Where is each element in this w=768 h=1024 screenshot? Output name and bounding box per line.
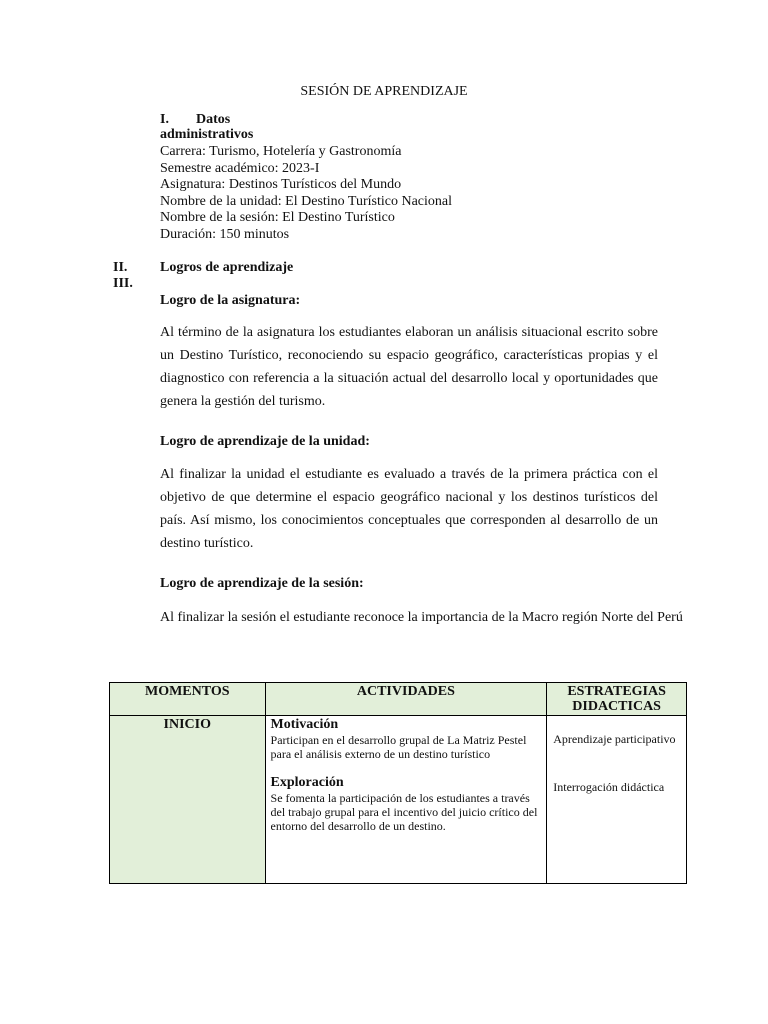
- section-1-heading-line1: Datos: [196, 112, 231, 127]
- header-actividades: ACTIVIDADES: [265, 683, 547, 716]
- table-row: [110, 716, 687, 884]
- strategy-participativo: Aprendizaje participativo: [553, 732, 676, 746]
- estrategias-cell: [547, 716, 687, 884]
- logro-asignatura-paragraph: [160, 321, 658, 413]
- actividades-cell: [265, 716, 547, 884]
- activity-title-exploracion: Exploración: [270, 775, 344, 790]
- table-header-row: [110, 683, 687, 716]
- paragraph-line: genera la gestión del turismo.: [160, 394, 326, 409]
- logro-sesion-text: Al finalizar la sesión el estudiante reconoce la importancia de la Macro región Norte del Perú: [160, 610, 683, 625]
- admin-duracion: Duración: 150 minutos: [160, 227, 290, 242]
- paragraph-line: país. Así mismo, los conocimientos conceptuales que corresponden al desarrollo de un: [160, 513, 658, 528]
- header-estrategias: ESTRATEGIAS DIDACTICAS: [547, 683, 687, 716]
- admin-sesion: Nombre de la sesión: El Destino Turístico: [160, 210, 395, 225]
- activity-title-motivacion: Motivación: [270, 717, 339, 732]
- logro-unidad-paragraph: [160, 463, 658, 555]
- activity-text-exploracion: Se fomenta la participación de los estudiantes a través del trabajo grupal para el incentivo del juicio crítico del entorno del desarrollo de un destino.: [270, 791, 538, 833]
- admin-semestre: Semestre académico: 2023-I: [160, 161, 320, 176]
- admin-carrera: Carrera: Turismo, Hotelería y Gastronomía: [160, 144, 402, 159]
- momento-cell: INICIO: [110, 716, 266, 884]
- header-momentos: MOMENTOS: [110, 683, 266, 716]
- section-2-heading: Logros de aprendizaje: [160, 260, 294, 275]
- paragraph-line: destino turístico.: [160, 536, 254, 551]
- logro-unidad-heading: Logro de aprendizaje de la unidad:: [160, 434, 370, 449]
- activity-text-motivacion: Participan en el desarrollo grupal de La Matriz Pestel para el análisis externo de un destino turístico: [270, 733, 527, 761]
- admin-asignatura: Asignatura: Destinos Turísticos del Mundo: [160, 177, 402, 192]
- section-1-heading-line2: administrativos: [160, 127, 254, 142]
- paragraph-line: diagnostico con referencia a la situación actual del desarrollo local y oportunidades que: [160, 371, 658, 386]
- section-3-numeral: III.: [113, 276, 133, 291]
- logro-sesion-heading: Logro de aprendizaje de la sesión:: [160, 576, 364, 591]
- paragraph-line: objetivo de que determine el espacio geográfico nacional y los destinos turísticos del: [160, 490, 658, 505]
- admin-unidad: Nombre de la unidad: El Destino Turístico Nacional: [160, 194, 453, 209]
- section-1-numeral: I.: [160, 112, 169, 127]
- paragraph-line: un Destino Turístico, reconociendo su espacio geográfico, características propias y el: [160, 348, 658, 363]
- logro-asignatura-heading: Logro de la asignatura:: [160, 293, 301, 308]
- paragraph-line: Al término de la asignatura los estudiantes elaboran un análisis situacional escrito sobre: [160, 325, 658, 340]
- paragraph-line: Al finalizar la unidad el estudiante es evaluado a través de la primera práctica con el: [160, 467, 658, 482]
- document-title: SESIÓN DE APRENDIZAJE: [300, 84, 468, 99]
- session-table: [109, 682, 687, 884]
- strategy-interrogacion: Interrogación didáctica: [553, 780, 665, 794]
- section-2-numeral: II.: [113, 260, 128, 275]
